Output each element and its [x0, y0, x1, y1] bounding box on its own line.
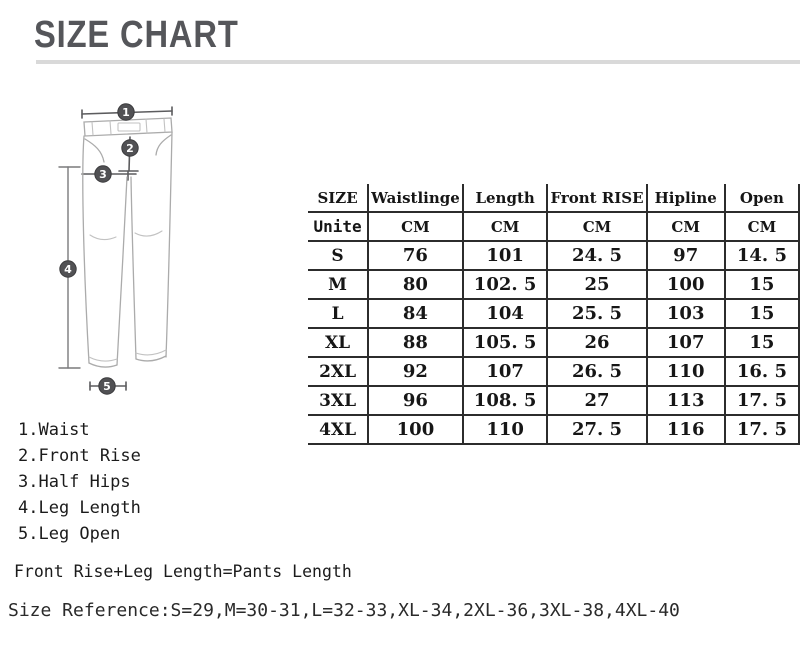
svg-text:3: 3 [99, 168, 107, 181]
value-cell: 100 [368, 415, 463, 444]
pants-waistband [84, 118, 172, 136]
measure-legend [18, 417, 141, 547]
size-label: S [308, 241, 368, 270]
value-cell: 101 [463, 241, 548, 270]
col-header-size: SIZE [308, 184, 368, 212]
table-row-l [308, 299, 799, 328]
size-label: L [308, 299, 368, 328]
value-cell: 116 [647, 415, 725, 444]
col-header-hipline: Hipline [647, 184, 725, 212]
size-table [308, 184, 800, 445]
value-cell: 97 [647, 241, 725, 270]
value-cell: 104 [463, 299, 548, 328]
title-underline [36, 60, 800, 64]
value-cell: 105. 5 [463, 328, 548, 357]
value-cell: 24. 5 [547, 241, 646, 270]
size-label: M [308, 270, 368, 299]
legend-item-leg-length: 4.Leg Length [18, 498, 141, 518]
pants-outline [83, 132, 172, 367]
value-cell: 26 [547, 328, 646, 357]
size-reference-note: Size Reference:S=29,M=30-31,L=32-33,XL-34,2XL-36,3XL-38,4XL-40 [8, 600, 680, 621]
value-cell: 80 [368, 270, 463, 299]
callout-3 [95, 166, 111, 182]
svg-text:4: 4 [64, 263, 72, 276]
table-row-2xl [308, 357, 799, 386]
col-header-front-rise: Front RISE [547, 184, 646, 212]
col-header-waistline: Waistlinge [368, 184, 463, 212]
value-cell: 16. 5 [725, 357, 799, 386]
unit-cell: CM [725, 212, 799, 241]
value-cell: 15 [725, 299, 799, 328]
value-cell: 107 [463, 357, 548, 386]
svg-text:2: 2 [126, 142, 134, 155]
value-cell: 25 [547, 270, 646, 299]
unit-cell: CM [463, 212, 548, 241]
unit-cell: CM [547, 212, 646, 241]
value-cell: 110 [463, 415, 548, 444]
value-cell: 25. 5 [547, 299, 646, 328]
unit-cell: CM [368, 212, 463, 241]
value-cell: 110 [647, 357, 725, 386]
table-unit-row [308, 212, 799, 241]
legend-item-leg-open: 5.Leg Open [18, 524, 121, 544]
right-pocket-line [156, 135, 171, 155]
col-header-length: Length [463, 184, 548, 212]
value-cell: 103 [647, 299, 725, 328]
table-row-3xl [308, 386, 799, 415]
value-cell: 26. 5 [547, 357, 646, 386]
formula-note: Front Rise+Leg Length=Pants Length [14, 562, 352, 581]
value-cell: 15 [725, 328, 799, 357]
value-cell: 96 [368, 386, 463, 415]
value-cell: 88 [368, 328, 463, 357]
value-cell: 92 [368, 357, 463, 386]
value-cell: 15 [725, 270, 799, 299]
table-row-s [308, 241, 799, 270]
callout-1 [118, 104, 134, 120]
value-cell: 14. 5 [725, 241, 799, 270]
page-title: SIZE CHART [34, 14, 239, 56]
legend-item-front-rise: 2.Front Rise [18, 446, 141, 466]
left-pocket-line [85, 139, 104, 162]
value-cell: 17. 5 [725, 415, 799, 444]
size-label: 2XL [308, 357, 368, 386]
value-cell: 108. 5 [463, 386, 548, 415]
value-cell: 84 [368, 299, 463, 328]
size-label: 3XL [308, 386, 368, 415]
pants-diagram [40, 95, 195, 395]
value-cell: 76 [368, 241, 463, 270]
col-header-open: Open [725, 184, 799, 212]
table-row-m [308, 270, 799, 299]
legend-item-half-hips: 3.Half Hips [18, 472, 131, 492]
svg-text:1: 1 [122, 106, 130, 119]
callout-2 [122, 140, 138, 156]
size-label: XL [308, 328, 368, 357]
table-header-row [308, 184, 799, 212]
svg-text:5: 5 [103, 380, 111, 393]
value-cell: 100 [647, 270, 725, 299]
value-cell: 27. 5 [547, 415, 646, 444]
callout-5 [99, 378, 115, 394]
value-cell: 17. 5 [725, 386, 799, 415]
table-row-xl [308, 328, 799, 357]
size-label: 4XL [308, 415, 368, 444]
value-cell: 27 [547, 386, 646, 415]
value-cell: 113 [647, 386, 725, 415]
value-cell: 102. 5 [463, 270, 548, 299]
unit-cell: CM [647, 212, 725, 241]
legend-item-waist: 1.Waist [18, 420, 90, 440]
table-row-4xl [308, 415, 799, 444]
callout-4 [60, 261, 76, 277]
unit-label: Unite [308, 212, 368, 241]
value-cell: 107 [647, 328, 725, 357]
